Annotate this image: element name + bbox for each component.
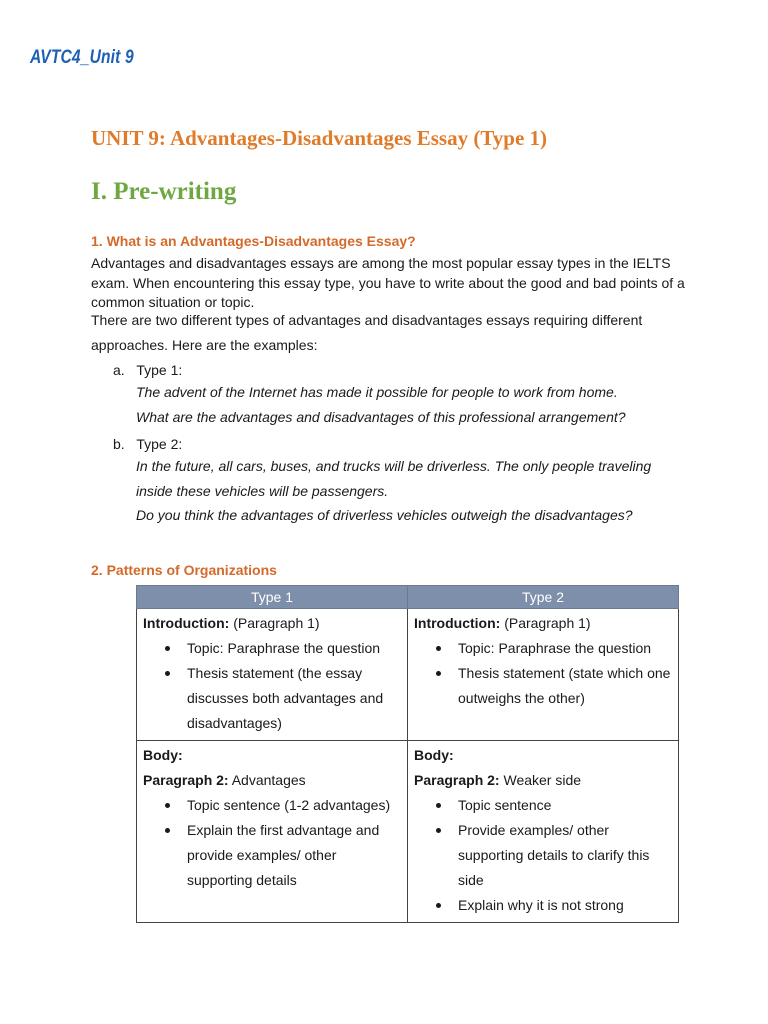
list-item: Topic: Paraphrase the question xyxy=(436,636,672,661)
type-1-line-1: The advent of the Internet has made it possible for people to work from home. xyxy=(136,384,618,400)
intro-paragraph: Advantages and disadvantages essays are among the most popular essay types in the IELTS exam. When encountering this essay type, you have to write about the good and bad points of a common situation or topic. xyxy=(91,255,685,310)
type-2-body-cell xyxy=(408,741,679,923)
intro-label: Introduction: xyxy=(143,615,230,631)
question-2-heading: 2. Patterns of Organizations xyxy=(91,562,277,578)
table-header-row xyxy=(137,586,679,609)
table-header-type-1: Type 1 xyxy=(137,586,408,609)
section-title: I. Pre-writing xyxy=(91,178,237,205)
types-paragraph: There are two different types of advantages and disadvantages essays requiring different approaches. Here are the examples: xyxy=(91,312,643,353)
type-2-line-2: Do you think the advantages of driverless vehicles outweigh the disadvantages? xyxy=(136,507,633,523)
document-header-code: AVTC4_Unit 9 xyxy=(30,47,134,68)
intro-paragraph-ref: (Paragraph 1) xyxy=(229,615,320,631)
list-item: Explain the first advantage and provide examples/ other supporting details xyxy=(165,818,401,893)
list-item: Provide examples/ other supporting details to clarify this side xyxy=(436,818,672,893)
type-2-example xyxy=(136,454,656,528)
type-2-line-1: In the future, all cars, buses, and trucks will be driverless. The only people traveling inside these vehicles will be passengers. xyxy=(136,458,652,499)
type-2-label: b. Type 2: xyxy=(113,436,183,452)
question-1-heading: 1. What is an Advantages-Disadvantages Essay? xyxy=(91,233,416,249)
list-item: Explain why it is not strong xyxy=(436,893,672,918)
type-1-example xyxy=(136,380,696,429)
body-label: Body: xyxy=(143,747,183,763)
paragraph-label: Paragraph 2: xyxy=(143,772,229,788)
paragraph-topic: Advantages xyxy=(228,772,306,788)
unit-title: UNIT 9: Advantages-Disadvantages Essay (Type 1) xyxy=(91,126,548,150)
table-header-type-2: Type 2 xyxy=(408,586,679,609)
list-item: Topic: Paraphrase the question xyxy=(165,636,401,661)
intro-paragraph-ref: (Paragraph 1) xyxy=(500,615,591,631)
list-item: Topic sentence (1-2 advantages) xyxy=(165,793,401,818)
type-1-introduction-cell xyxy=(137,609,408,741)
body-label: Body: xyxy=(414,747,454,763)
type-1-label: a. Type 1: xyxy=(113,362,183,378)
type-1-body-cell xyxy=(137,741,408,923)
list-item: Thesis statement (the essay discusses both advantages and disadvantages) xyxy=(165,661,401,736)
list-item: Topic sentence xyxy=(436,793,672,818)
table-row xyxy=(137,741,679,923)
list-item: Thesis statement (state which one outweighs the other) xyxy=(436,661,672,711)
paragraph-topic: Weaker side xyxy=(499,772,582,788)
paragraph-label: Paragraph 2: xyxy=(414,772,500,788)
intro-label: Introduction: xyxy=(414,615,501,631)
type-2-introduction-cell xyxy=(408,609,679,741)
organization-table xyxy=(136,585,679,923)
table-row xyxy=(137,609,679,741)
type-1-line-2: What are the advantages and disadvantages of this professional arrangement? xyxy=(136,408,626,425)
